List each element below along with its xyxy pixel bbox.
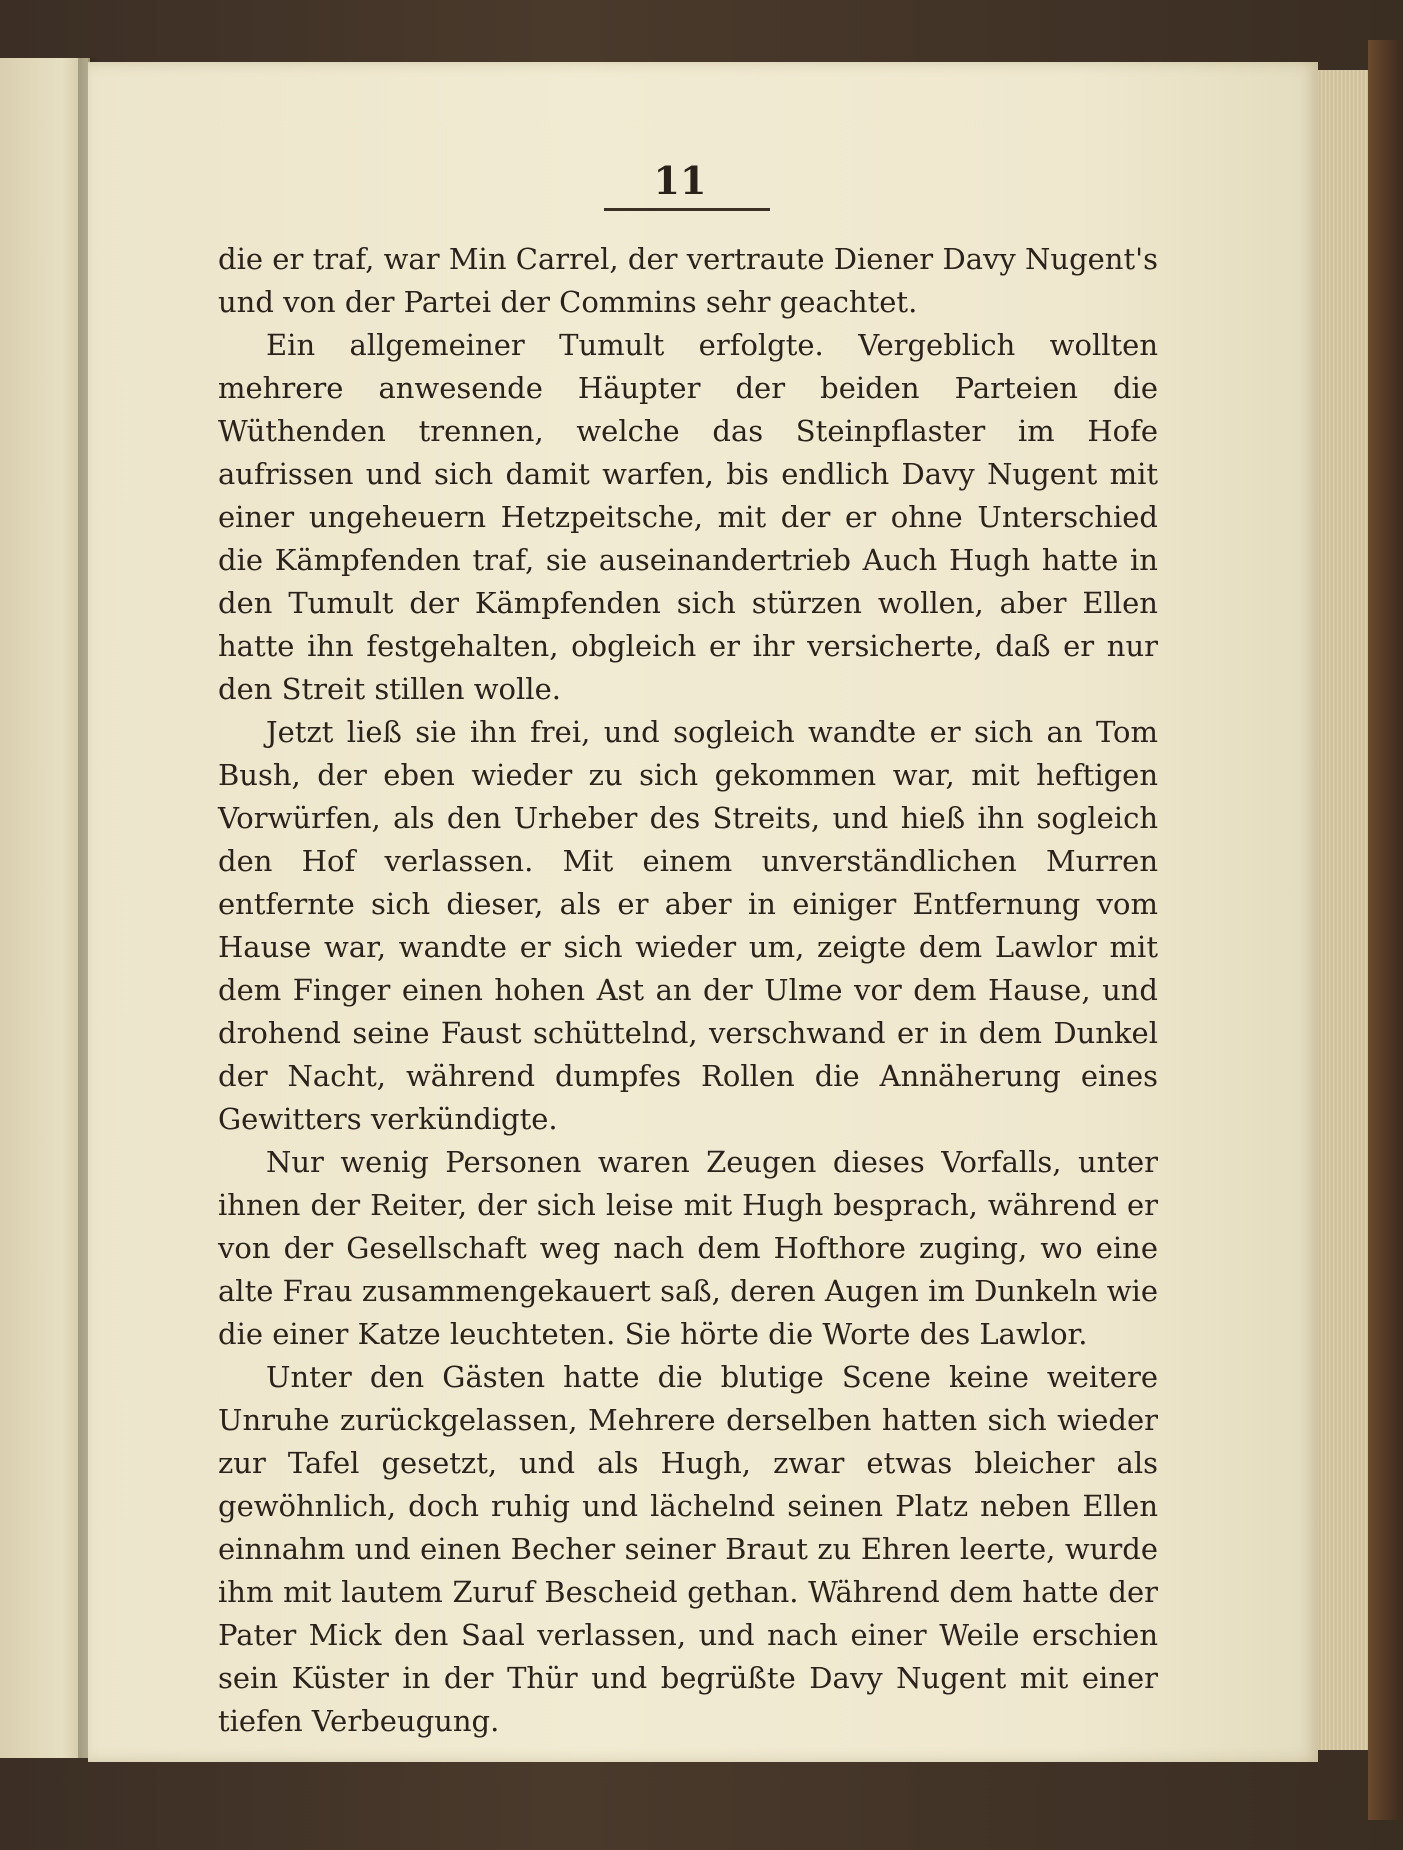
paragraph: die er traf, war Min Carrel, der vertraute Diener Davy Nugent's und von der Partei der Commins sehr geachtet. (218, 242, 1158, 319)
page-body-text (218, 238, 1158, 1743)
paragraph: Nur wenig Personen waren Zeugen dieses Vorfalls, unter ihnen der Reiter, der sich leise mit Hugh besprach, während er von der Gesellschaft weg nach dem Hofthore zuging, wo eine alte Frau zusammengekauert saß, deren Augen im Dunkeln wie die einer Katze leuchteten. Sie hörte die Worte des Lawlor. (218, 1145, 1158, 1351)
paragraph: Jetzt ließ sie ihn frei, und sogleich wandte er sich an Tom Bush, der eben wieder zu sich gekommen war, mit heftigen Vorwürfen, als den Urheber des Streits, und hieß ihn sogleich den Hof verlassen. Mit einem unverständlichen Murren entfernte sich dieser, als er aber in einiger Entfernung vom Hause war, wandte er sich wieder um, zeigte dem Lawlor mit dem Finger einen hohen Ast an der Ulme vor dem Hause, und drohend seine Faust schüttelnd, verschwand er in dem Dunkel der Nacht, während dumpfes Rollen die Annäherung eines Gewitters verkündigte. (218, 715, 1158, 1136)
page-number: 11 (653, 158, 707, 203)
leather-binding (1368, 40, 1403, 1820)
header-rule (604, 208, 770, 211)
left-page-edge (0, 58, 90, 1758)
paragraph: Unter den Gästen hatte die blutige Scene keine weitere Unruhe zurückgelassen, Mehrere derselben hatten sich wieder zur Tafel gesetzt, und als Hugh, zwar etwas bleicher als gewöhnlich, doch ruhig und lächelnd seinen Platz neben Ellen einnahm und einen Becher seiner Braut zu Ehren leerte, wurde ihm mit lautem Zuruf Bescheid gethan. Während dem hatte der Pater Mick den Saal verlassen, und nach einer Weile erschien sein Küster in der Thür und begrüßte Davy Nugent mit einer tiefen Verbeugung. (218, 1360, 1158, 1738)
paragraph: Ein allgemeiner Tumult erfolgte. Vergeblich wollten mehrere anwesende Häupter der beiden Parteien die Wüthenden trennen, welche das Steinpflaster im Hofe aufrissen und sich damit warfen, bis endlich Davy Nugent mit einer ungeheuern Hetzpeitsche, mit der er ohne Unterschied die Kämpfenden traf, sie auseinandertrieb Auch Hugh hatte in den Tumult der Kämpfenden sich stürzen wollen, aber Ellen hatte ihn festgehalten, obgleich er ihr versicherte, daß er nur den Streit stillen wolle. (218, 328, 1158, 706)
page-edges (1318, 70, 1371, 1750)
